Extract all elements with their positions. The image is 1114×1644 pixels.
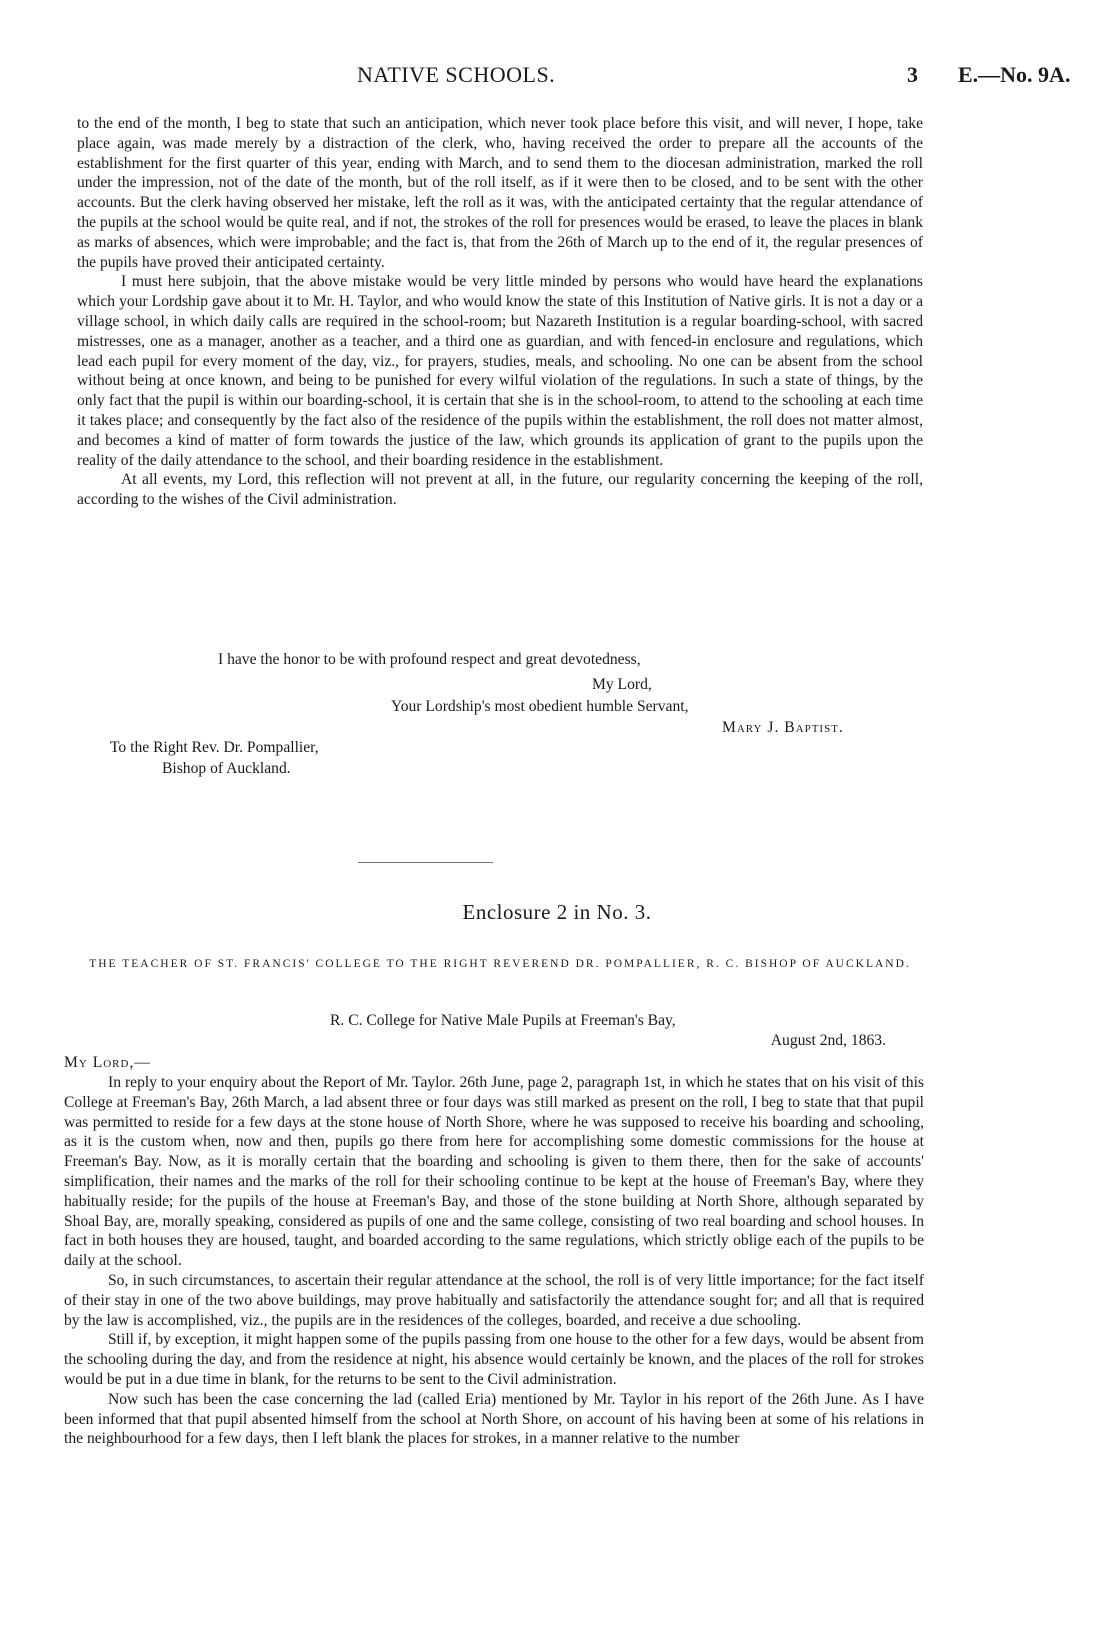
letter-paragraph: I must here subjoin, that the above mistake would be very little minded by persons who would have heard the explanations which your Lordship gave about it to Mr. H. Taylor, and who would know the state of this Institution of Native girls. It is not a day or a village school, in which daily calls are required in the school-room; but Nazareth Institution is a regular boarding-school, with sacred mistresses, one as a manager, another as a teacher, and a third one as guardian, and with fenced-in enclosure and regulations, which lead each pupil for every moment of the day, viz., for prayers, studies, meals, and schooling. No one can be absent from the school without being at once known, and being to be punished for every wilful violation of the regulations. In such a state of things, by the only fact that the pupil is within our boarding-school, it is certain that she is in the school-room, to attend to the schooling at each time it takes place; and consequently by the fact also of the residence of the pupils within the establishment, the roll does not matter almost, and becomes a kind of matter of form towards the justice of the law, which grounds its application of grant to the pupils upon the reality of the daily attendance to the school, and their boarding residence in the establishment.: [77, 273, 923, 469]
section-divider: [358, 862, 493, 863]
letter-paragraph: At all events, my Lord, this reflection will not prevent at all, in the future, our regularity concerning the keeping of the roll, according to the wishes of the Civil administration.: [77, 471, 923, 509]
dateline-place: R. C. College for Native Male Pupils at Freeman's Bay,: [330, 1012, 676, 1029]
servant-line: Your Lordship's most obedient humble Servant,: [391, 698, 689, 715]
enclosure-paragraph: Now such has been the case concerning the lad (called Eria) mentioned by Mr. Taylor in his report of the 26th June. As I have been informed that that pupil absented himself from the school at North Shore, on account of his having been at some of his relations in the neighbourhood for a few days, then I left blank the places for strokes, in a manner relative to the number: [64, 1390, 924, 1448]
salutation-close: My Lord,: [592, 676, 652, 693]
dateline: [330, 1011, 890, 1051]
enclosure-paragraph: So, in such circumstances, to ascertain their regular attendance at the school, the roll is of very little importance; for the fact itself of their stay in one of the two above buildings, may prove habitually and satisfactorily the attendance sought for; and all that is required by the law is accomplished, viz., the pupils are in the residences of the colleges, boarded, and receive a due schooling.: [64, 1271, 924, 1329]
running-head: [0, 62, 1114, 92]
running-title: NATIVE SCHOOLS.: [357, 62, 556, 87]
letter-body: [77, 114, 923, 510]
document-reference: E.—No. 9A.: [958, 62, 1071, 87]
signature: Mary J. Baptist.: [722, 719, 844, 736]
addressee-line: To the Right Rev. Dr. Pompallier,: [110, 739, 319, 756]
closing-line: I have the honor to be with profound respect and great devotedness,: [218, 651, 641, 668]
addressee-line: Bishop of Auckland.: [162, 760, 291, 777]
enclosure-paragraph: In reply to your enquiry about the Report of Mr. Taylor. 26th June, page 2, paragraph 1st, in which he states that on his visit of this College at Freeman's Bay, 26th March, a lad absent three or four days was still marked as present on the roll, I beg to state that that pupil was permitted to reside for a few days at the stone house of North Shore, where he was supposed to receive his boarding and schooling, as it is the custom when, now and then, pupils go there from here for accomplishing some domestic commissions for the house at Freeman's Bay. Now, as it is morally certain that the boarding and schooling is given to them there, then for the sake of accounts' simplification, their names and the marks of the roll for their schooling continue to be kept at the house of Freeman's Bay, where they habitually reside; for the pupils of the house at Freeman's Bay, and those of the stone building at North Shore, although separated by Shoal Bay, are, morally speaking, considered as pupils of one and the same college, consisting of two real boarding and school houses. In fact in both houses they are housed, taught, and boarded according to the same regulations, which strictly oblige each of the pupils to be daily at the school.: [64, 1074, 924, 1270]
enclosure-title: Enclosure 2 in No. 3.: [462, 900, 652, 924]
enclosure-body: [64, 1073, 924, 1449]
enclosure-paragraph: Still if, by exception, it might happen some of the pupils passing from one house to the other for a few days, would be absent from the schooling during the day, and from the residence at night, his absence would certainly be known, and the places of the roll for strokes would be put in a due time in blank, for the returns to be sent to the Civil administration.: [64, 1331, 924, 1388]
letter-paragraph: to the end of the month, I beg to state that such an anticipation, which never took place before this visit, and will never, I hope, take place again, was made merely by a distraction of the clerk, who, having received the order to prepare all the accounts of the establishment for the first quarter of this year, ending with March, and to send them to the diocesan administration, marked the roll under the impression, not of the date of the month, but of the roll itself, as if it were then to be closed, and to be sent with the other accounts. But the clerk having observed her mistake, left the roll as it was, with the anticipated certainty that the regular attendance of the pupils at the school would be quite real, and if not, the strokes of the roll for presences would be erased, to leave the places in blank as marks of absences, which were improbable; and the fact is, that from the 26th of March up to the end of it, the regular presences of the pupils have proved their anticipated certainty.: [77, 115, 923, 271]
page-number: 3: [907, 62, 918, 87]
enclosure-heading: THE TEACHER OF ST. FRANCIS' COLLEGE TO THE RIGHT REVEREND DR. POMPALLIER, R. C. BISHOP OF AUCKLAND.: [89, 958, 911, 970]
dateline-date: August 2nd, 1863.: [770, 1032, 886, 1049]
salutation: My Lord,—: [64, 1054, 151, 1071]
